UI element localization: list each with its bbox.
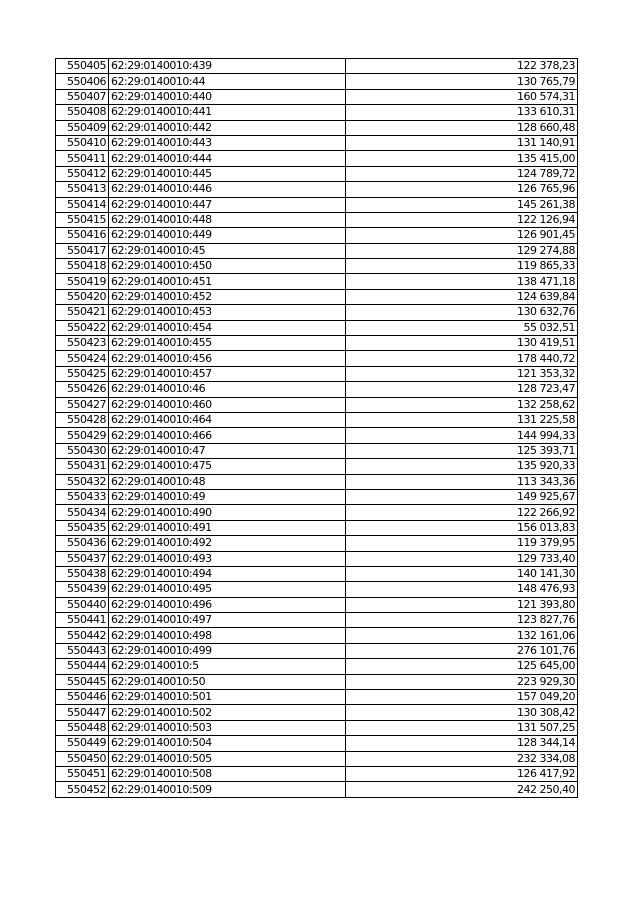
cadastral-number-cell: 62:29:0140010:442 [109,120,346,135]
cadastral-number-cell: 62:29:0140010:443 [109,135,346,150]
cadastral-number-cell: 62:29:0140010:448 [109,212,346,227]
cadastral-number-cell: 62:29:0140010:498 [109,628,346,643]
row-number-cell: 550445 [56,674,109,689]
cadastral-number-cell: 62:29:0140010:504 [109,736,346,751]
row-number-cell: 550434 [56,505,109,520]
table-row [56,197,578,212]
cadastral-number-cell: 62:29:0140010:449 [109,228,346,243]
cadastral-value-cell: 123 827,76 [346,613,578,628]
row-number-cell: 550452 [56,782,109,797]
table-row [56,520,578,535]
cadastral-number-cell: 62:29:0140010:444 [109,151,346,166]
cadastral-value-cell: 119 379,95 [346,536,578,551]
row-number-cell: 550448 [56,720,109,735]
table-row [56,120,578,135]
table-row [56,751,578,766]
cadastral-number-cell: 62:29:0140010:460 [109,397,346,412]
cadastral-number-cell: 62:29:0140010:45 [109,243,346,258]
cadastral-number-cell: 62:29:0140010:492 [109,536,346,551]
cadastral-number-cell: 62:29:0140010:48 [109,474,346,489]
cadastral-number-cell: 62:29:0140010:439 [109,59,346,74]
cadastral-number-cell: 62:29:0140010:46 [109,382,346,397]
table-row [56,74,578,89]
cadastral-value-cell: 129 733,40 [346,551,578,566]
cadastral-value-cell: 130 419,51 [346,336,578,351]
row-number-cell: 550424 [56,351,109,366]
table-row [56,628,578,643]
cadastral-value-cell: 128 344,14 [346,736,578,751]
table-row [56,336,578,351]
cadastral-value-cell: 125 393,71 [346,443,578,458]
row-number-cell: 550440 [56,597,109,612]
row-number-cell: 550414 [56,197,109,212]
row-number-cell: 550432 [56,474,109,489]
row-number-cell: 550431 [56,459,109,474]
row-number-cell: 550415 [56,212,109,227]
table-row [56,782,578,797]
table-row [56,89,578,104]
cadastral-value-cell: 276 101,76 [346,643,578,658]
row-number-cell: 550435 [56,520,109,535]
cadastral-value-cell: 122 266,92 [346,505,578,520]
cadastral-value-cell: 126 417,92 [346,766,578,781]
row-number-cell: 550411 [56,151,109,166]
table-row [56,489,578,504]
cadastral-number-cell: 62:29:0140010:456 [109,351,346,366]
cadastral-number-cell: 62:29:0140010:475 [109,459,346,474]
cadastral-number-cell: 62:29:0140010:457 [109,366,346,381]
cadastral-value-cell: 55 032,51 [346,320,578,335]
cadastral-value-cell: 135 415,00 [346,151,578,166]
cadastral-number-cell: 62:29:0140010:47 [109,443,346,458]
table-row [56,597,578,612]
row-number-cell: 550423 [56,336,109,351]
cadastral-number-cell: 62:29:0140010:499 [109,643,346,658]
row-number-cell: 550451 [56,766,109,781]
row-number-cell: 550406 [56,74,109,89]
cadastral-value-cell: 113 343,36 [346,474,578,489]
row-number-cell: 550408 [56,105,109,120]
row-number-cell: 550450 [56,751,109,766]
cadastral-number-cell: 62:29:0140010:453 [109,305,346,320]
row-number-cell: 550418 [56,259,109,274]
cadastral-value-cell: 135 920,33 [346,459,578,474]
row-number-cell: 550427 [56,397,109,412]
cadastral-number-cell: 62:29:0140010:490 [109,505,346,520]
cadastral-value-cell: 126 901,45 [346,228,578,243]
table-row [56,443,578,458]
table-row [56,536,578,551]
cadastral-value-cell: 133 610,31 [346,105,578,120]
cadastral-number-cell: 62:29:0140010:441 [109,105,346,120]
cadastral-number-cell: 62:29:0140010:497 [109,613,346,628]
table-row [56,135,578,150]
table-row [56,428,578,443]
cadastral-number-cell: 62:29:0140010:446 [109,182,346,197]
row-number-cell: 550430 [56,443,109,458]
cadastral-number-cell: 62:29:0140010:493 [109,551,346,566]
cadastral-value-cell: 124 639,84 [346,289,578,304]
cadastral-number-cell: 62:29:0140010:501 [109,690,346,705]
cadastral-number-cell: 62:29:0140010:455 [109,336,346,351]
table-row [56,551,578,566]
cadastral-number-cell: 62:29:0140010:495 [109,582,346,597]
row-number-cell: 550420 [56,289,109,304]
row-number-cell: 550443 [56,643,109,658]
cadastral-value-cell: 242 250,40 [346,782,578,797]
cadastral-number-cell: 62:29:0140010:466 [109,428,346,443]
cadastral-value-cell: 145 261,38 [346,197,578,212]
cadastral-number-cell: 62:29:0140010:454 [109,320,346,335]
table-row [56,459,578,474]
cadastral-value-cell: 178 440,72 [346,351,578,366]
table-row [56,582,578,597]
row-number-cell: 550412 [56,166,109,181]
row-number-cell: 550426 [56,382,109,397]
cadastral-value-cell: 130 632,76 [346,305,578,320]
row-number-cell: 550425 [56,366,109,381]
cadastral-value-cell: 131 225,58 [346,412,578,427]
cadastral-number-cell: 62:29:0140010:447 [109,197,346,212]
row-number-cell: 550407 [56,89,109,104]
cadastral-number-cell: 62:29:0140010:464 [109,412,346,427]
table-row [56,228,578,243]
row-number-cell: 550442 [56,628,109,643]
cadastral-value-cell: 129 274,88 [346,243,578,258]
cadastral-value-cell: 144 994,33 [346,428,578,443]
row-number-cell: 550413 [56,182,109,197]
table-row [56,643,578,658]
row-number-cell: 550444 [56,659,109,674]
cadastral-value-cell: 149 925,67 [346,489,578,504]
row-number-cell: 550447 [56,705,109,720]
cadastral-value-cell: 119 865,33 [346,259,578,274]
row-number-cell: 550437 [56,551,109,566]
cadastral-value-cell: 132 258,62 [346,397,578,412]
row-number-cell: 550438 [56,566,109,581]
table-row [56,182,578,197]
table-row [56,305,578,320]
cadastral-value-cell: 140 141,30 [346,566,578,581]
table-row [56,259,578,274]
row-number-cell: 550429 [56,428,109,443]
row-number-cell: 550421 [56,305,109,320]
cadastral-value-cell: 130 765,79 [346,74,578,89]
cadastral-number-cell: 62:29:0140010:452 [109,289,346,304]
table-row [56,351,578,366]
table-row [56,720,578,735]
cadastral-value-cell: 121 393,80 [346,597,578,612]
cadastral-value-cell: 122 378,23 [346,59,578,74]
table-row [56,766,578,781]
table-row [56,382,578,397]
row-number-cell: 550439 [56,582,109,597]
row-number-cell: 550449 [56,736,109,751]
table-row [56,166,578,181]
table-row [56,705,578,720]
cadastral-value-cell: 122 126,94 [346,212,578,227]
cadastral-value-cell: 223 929,30 [346,674,578,689]
table-row [56,690,578,705]
table-row [56,151,578,166]
table-row [56,212,578,227]
table-row [56,366,578,381]
row-number-cell: 550405 [56,59,109,74]
row-number-cell: 550416 [56,228,109,243]
table-row [56,274,578,289]
cadastral-number-cell: 62:29:0140010:491 [109,520,346,535]
cadastral-value-cell: 125 645,00 [346,659,578,674]
table-row [56,474,578,489]
cadastral-number-cell: 62:29:0140010:5 [109,659,346,674]
cadastral-number-cell: 62:29:0140010:451 [109,274,346,289]
cadastral-value-table [55,58,578,798]
row-number-cell: 550409 [56,120,109,135]
cadastral-number-cell: 62:29:0140010:505 [109,751,346,766]
row-number-cell: 550433 [56,489,109,504]
table-row [56,674,578,689]
cadastral-number-cell: 62:29:0140010:494 [109,566,346,581]
row-number-cell: 550410 [56,135,109,150]
cadastral-number-cell: 62:29:0140010:508 [109,766,346,781]
cadastral-value-cell: 124 789,72 [346,166,578,181]
row-number-cell: 550422 [56,320,109,335]
cadastral-value-cell: 148 476,93 [346,582,578,597]
row-number-cell: 550419 [56,274,109,289]
cadastral-value-cell: 156 013,83 [346,520,578,535]
row-number-cell: 550446 [56,690,109,705]
cadastral-value-cell: 132 161,06 [346,628,578,643]
cadastral-number-cell: 62:29:0140010:496 [109,597,346,612]
cadastral-number-cell: 62:29:0140010:450 [109,259,346,274]
table-row [56,505,578,520]
cadastral-value-cell: 126 765,96 [346,182,578,197]
cadastral-value-cell: 128 660,48 [346,120,578,135]
cadastral-value-cell: 160 574,31 [346,89,578,104]
cadastral-number-cell: 62:29:0140010:509 [109,782,346,797]
table-row [56,659,578,674]
table-row [56,289,578,304]
row-number-cell: 550428 [56,412,109,427]
row-number-cell: 550436 [56,536,109,551]
table-row [56,243,578,258]
table-row [56,397,578,412]
table-row [56,566,578,581]
cadastral-value-cell: 138 471,18 [346,274,578,289]
table-row [56,320,578,335]
table-row [56,412,578,427]
cadastral-value-cell: 131 140,91 [346,135,578,150]
table-row [56,59,578,74]
table-row [56,105,578,120]
row-number-cell: 550417 [56,243,109,258]
cadastral-number-cell: 62:29:0140010:49 [109,489,346,504]
cadastral-value-cell: 128 723,47 [346,382,578,397]
cadastral-number-cell: 62:29:0140010:50 [109,674,346,689]
table-row [56,736,578,751]
cadastral-value-cell: 131 507,25 [346,720,578,735]
cadastral-number-cell: 62:29:0140010:440 [109,89,346,104]
cadastral-value-cell: 130 308,42 [346,705,578,720]
cadastral-number-cell: 62:29:0140010:502 [109,705,346,720]
cadastral-value-cell: 232 334,08 [346,751,578,766]
table-row [56,613,578,628]
row-number-cell: 550441 [56,613,109,628]
table-body [56,59,578,798]
cadastral-number-cell: 62:29:0140010:445 [109,166,346,181]
cadastral-value-cell: 157 049,20 [346,690,578,705]
cadastral-number-cell: 62:29:0140010:44 [109,74,346,89]
cadastral-number-cell: 62:29:0140010:503 [109,720,346,735]
cadastral-value-cell: 121 353,32 [346,366,578,381]
